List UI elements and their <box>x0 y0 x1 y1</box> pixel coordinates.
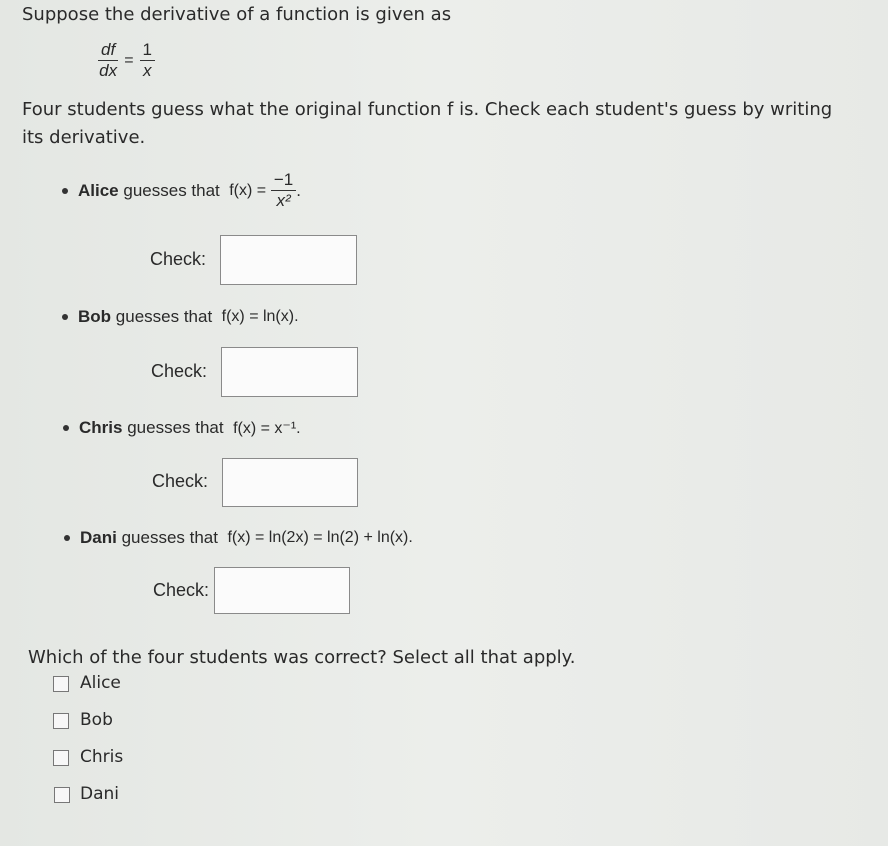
check-label: Check: <box>150 249 207 269</box>
denominator: x² <box>276 191 291 210</box>
alice-check-input[interactable] <box>220 235 357 285</box>
guess-expression: f(x) = ln(x). <box>221 308 299 325</box>
numerator: −1 <box>271 170 296 191</box>
bullet-icon <box>63 425 69 431</box>
check-label: Check: <box>151 361 208 381</box>
student-bob <box>62 307 299 327</box>
alice-fraction <box>271 170 296 211</box>
equals-sign: = <box>124 51 134 69</box>
intro-text: Suppose the derivative of a function is given as <box>22 4 452 25</box>
paragraph-line1: Four students guess what the original function f is. Check each student's guess by writing <box>22 99 833 120</box>
chris-check-input[interactable] <box>222 458 358 507</box>
bullet-icon <box>62 188 68 194</box>
lhs-fraction <box>98 40 118 81</box>
fx-label: f(x) = <box>229 181 267 199</box>
rhs-denominator: x <box>143 61 152 80</box>
option-bob-label[interactable]: Bob <box>80 710 113 730</box>
rhs-fraction <box>140 40 155 81</box>
given-derivative <box>98 40 155 81</box>
student-name: Chris <box>79 418 123 437</box>
guess-prefix: guesses that <box>127 418 224 437</box>
bob-check-input[interactable] <box>221 347 358 397</box>
option-alice-checkbox[interactable] <box>53 676 69 692</box>
guess-expression: f(x) = ln(2x) = ln(2) + ln(x). <box>227 529 413 546</box>
lhs-numerator: df <box>98 40 118 61</box>
option-dani-checkbox[interactable] <box>54 787 70 803</box>
bullet-icon <box>64 535 70 541</box>
student-name: Bob <box>78 307 112 326</box>
guess-prefix: guesses that <box>115 307 213 326</box>
student-name: Alice <box>78 180 119 200</box>
question-text: Which of the four students was correct? Select all that apply. <box>28 647 576 668</box>
option-chris-label[interactable]: Chris <box>80 747 124 767</box>
student-dani <box>64 528 413 548</box>
student-name: Dani <box>80 528 117 547</box>
guess-prefix: guesses that <box>121 528 218 547</box>
option-chris-checkbox[interactable] <box>53 750 69 766</box>
guess-prefix: guesses that <box>123 180 220 200</box>
rhs-numerator: 1 <box>140 40 155 61</box>
check-label: Check: <box>152 471 209 491</box>
bullet-icon <box>62 314 68 320</box>
dani-check-input[interactable] <box>214 567 350 614</box>
option-dani-label[interactable]: Dani <box>80 784 120 804</box>
student-chris <box>63 418 301 438</box>
student-alice: Alice guesses that f(x) = $\frac{-1}{\text{x²}}$ . <box>62 170 301 211</box>
option-alice-label[interactable]: Alice <box>80 673 121 693</box>
option-bob-checkbox[interactable] <box>53 713 69 729</box>
paragraph-line2: its derivative. <box>22 127 146 148</box>
lhs-denominator: dx <box>99 61 118 80</box>
guess-expression: f(x) = x⁻¹. <box>233 420 301 437</box>
check-label: Check: <box>153 580 210 600</box>
